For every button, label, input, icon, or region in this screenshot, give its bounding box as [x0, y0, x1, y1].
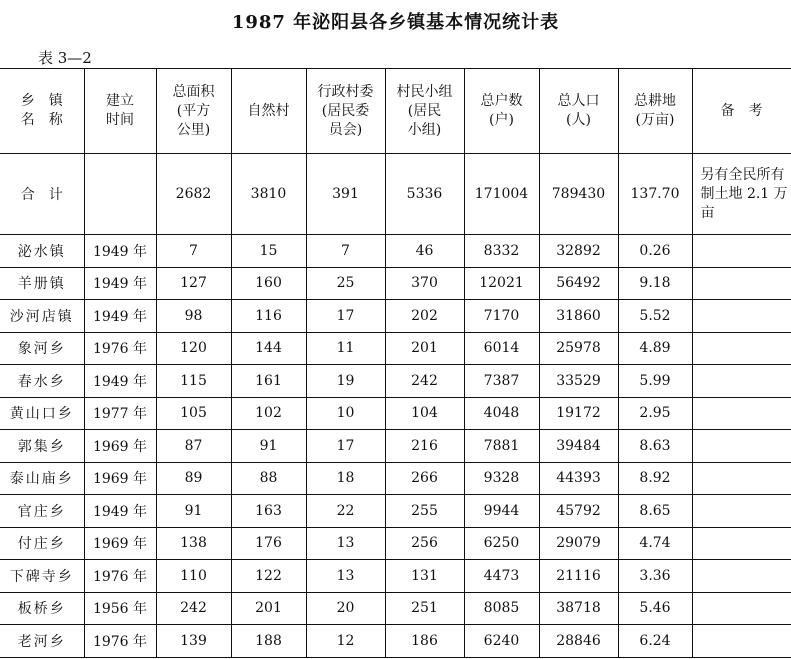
cell-population: 44393 — [539, 462, 618, 495]
cell-villages: 91 — [231, 430, 306, 463]
header-row — [0, 69, 791, 154]
cell-area: 89 — [156, 462, 231, 495]
cell-name: 泌水镇 — [0, 235, 84, 268]
table-row — [0, 365, 791, 398]
cell-households: 4048 — [464, 397, 539, 430]
cell-name: 沙河店镇 — [0, 300, 84, 333]
table-row — [0, 235, 791, 268]
cell-year: 1956 年 — [84, 592, 156, 625]
cell-groups: 131 — [385, 560, 464, 593]
cell-groups: 256 — [385, 527, 464, 560]
cell-remark — [692, 267, 791, 300]
total-farmland: 137.70 — [618, 154, 692, 235]
cell-name: 象河乡 — [0, 332, 84, 365]
cell-admin: 22 — [306, 495, 385, 528]
column-header: 总面积 (平方 公里) — [156, 69, 231, 154]
cell-farmland: 2.95 — [618, 397, 692, 430]
cell-year: 1977 年 — [84, 397, 156, 430]
cell-population: 28846 — [539, 625, 618, 658]
table-row — [0, 527, 791, 560]
cell-remark — [692, 397, 791, 430]
cell-population: 31860 — [539, 300, 618, 333]
column-header: 总户数 (户) — [464, 69, 539, 154]
cell-villages: 122 — [231, 560, 306, 593]
cell-name: 黄山口乡 — [0, 397, 84, 430]
table-row — [0, 462, 791, 495]
cell-area: 7 — [156, 235, 231, 268]
cell-remark — [692, 495, 791, 528]
cell-name: 郭集乡 — [0, 430, 84, 463]
column-header: 总耕地 (万亩) — [618, 69, 692, 154]
cell-farmland: 8.92 — [618, 462, 692, 495]
total-population: 789430 — [539, 154, 618, 235]
cell-villages: 161 — [231, 365, 306, 398]
table-number: 表 3—2 — [38, 49, 92, 67]
cell-villages: 163 — [231, 495, 306, 528]
cell-year: 1949 年 — [84, 365, 156, 398]
cell-households: 9944 — [464, 495, 539, 528]
cell-farmland: 9.18 — [618, 267, 692, 300]
cell-year: 1949 年 — [84, 267, 156, 300]
statistics-table — [0, 68, 791, 658]
total-year — [84, 154, 156, 235]
cell-year: 1969 年 — [84, 527, 156, 560]
cell-villages: 102 — [231, 397, 306, 430]
cell-households: 12021 — [464, 267, 539, 300]
cell-groups: 251 — [385, 592, 464, 625]
total-villages: 3810 — [231, 154, 306, 235]
cell-villages: 15 — [231, 235, 306, 268]
cell-population: 39484 — [539, 430, 618, 463]
cell-groups: 104 — [385, 397, 464, 430]
cell-area: 87 — [156, 430, 231, 463]
cell-groups: 202 — [385, 300, 464, 333]
cell-admin: 20 — [306, 592, 385, 625]
cell-farmland: 5.99 — [618, 365, 692, 398]
cell-remark — [692, 332, 791, 365]
cell-admin: 7 — [306, 235, 385, 268]
table-title: 1987 年泌阳县各乡镇基本情况统计表 — [231, 12, 560, 33]
cell-farmland: 4.74 — [618, 527, 692, 560]
cell-admin: 13 — [306, 560, 385, 593]
column-header: 备 考 — [692, 69, 791, 154]
cell-groups: 216 — [385, 430, 464, 463]
cell-admin: 10 — [306, 397, 385, 430]
cell-admin: 25 — [306, 267, 385, 300]
cell-villages: 201 — [231, 592, 306, 625]
cell-population: 29079 — [539, 527, 618, 560]
cell-area: 115 — [156, 365, 231, 398]
column-header: 村民小组 (居民 小组) — [385, 69, 464, 154]
total-remark: 另有全民所有制土地 2.1 万亩 — [692, 154, 791, 235]
cell-farmland: 5.52 — [618, 300, 692, 333]
column-header: 建立 时间 — [84, 69, 156, 154]
cell-remark — [692, 462, 791, 495]
cell-population: 32892 — [539, 235, 618, 268]
cell-admin: 17 — [306, 300, 385, 333]
cell-area: 98 — [156, 300, 231, 333]
cell-name: 下碑寺乡 — [0, 560, 84, 593]
cell-name: 老河乡 — [0, 625, 84, 658]
cell-households: 6240 — [464, 625, 539, 658]
table-row — [0, 495, 791, 528]
cell-farmland: 4.89 — [618, 332, 692, 365]
cell-population: 33529 — [539, 365, 618, 398]
cell-farmland: 5.46 — [618, 592, 692, 625]
table-row — [0, 267, 791, 300]
cell-households: 9328 — [464, 462, 539, 495]
total-row — [0, 154, 791, 235]
cell-farmland: 3.36 — [618, 560, 692, 593]
cell-villages: 160 — [231, 267, 306, 300]
cell-area: 139 — [156, 625, 231, 658]
cell-year: 1969 年 — [84, 430, 156, 463]
cell-year: 1949 年 — [84, 495, 156, 528]
cell-remark — [692, 560, 791, 593]
cell-remark — [692, 365, 791, 398]
cell-population: 25978 — [539, 332, 618, 365]
cell-population: 21116 — [539, 560, 618, 593]
cell-year: 1969 年 — [84, 462, 156, 495]
cell-area: 105 — [156, 397, 231, 430]
total-admin: 391 — [306, 154, 385, 235]
cell-households: 7170 — [464, 300, 539, 333]
cell-households: 7881 — [464, 430, 539, 463]
table-row — [0, 430, 791, 463]
cell-remark — [692, 592, 791, 625]
cell-year: 1976 年 — [84, 332, 156, 365]
cell-area: 110 — [156, 560, 231, 593]
cell-name: 付庄乡 — [0, 527, 84, 560]
cell-area: 242 — [156, 592, 231, 625]
cell-remark — [692, 430, 791, 463]
cell-year: 1949 年 — [84, 235, 156, 268]
cell-area: 138 — [156, 527, 231, 560]
total-households: 171004 — [464, 154, 539, 235]
table-row — [0, 560, 791, 593]
cell-groups: 242 — [385, 365, 464, 398]
cell-villages: 116 — [231, 300, 306, 333]
cell-households: 8332 — [464, 235, 539, 268]
cell-area: 127 — [156, 267, 231, 300]
cell-farmland: 0.26 — [618, 235, 692, 268]
column-header: 自然村 — [231, 69, 306, 154]
cell-name: 春水乡 — [0, 365, 84, 398]
cell-area: 91 — [156, 495, 231, 528]
cell-population: 45792 — [539, 495, 618, 528]
statistics-table-container — [0, 68, 791, 658]
cell-admin: 17 — [306, 430, 385, 463]
cell-admin: 18 — [306, 462, 385, 495]
table-row — [0, 625, 791, 658]
cell-year: 1976 年 — [84, 625, 156, 658]
cell-population: 38718 — [539, 592, 618, 625]
cell-farmland: 8.63 — [618, 430, 692, 463]
total-area: 2682 — [156, 154, 231, 235]
cell-remark — [692, 300, 791, 333]
cell-admin: 13 — [306, 527, 385, 560]
cell-groups: 46 — [385, 235, 464, 268]
column-header: 行政村委 (居民委 员会) — [306, 69, 385, 154]
cell-groups: 255 — [385, 495, 464, 528]
cell-remark — [692, 235, 791, 268]
column-header: 总人口 (人) — [539, 69, 618, 154]
cell-population: 56492 — [539, 267, 618, 300]
cell-remark — [692, 527, 791, 560]
cell-households: 6014 — [464, 332, 539, 365]
table-row — [0, 300, 791, 333]
cell-remark — [692, 625, 791, 658]
cell-households: 8085 — [464, 592, 539, 625]
cell-households: 4473 — [464, 560, 539, 593]
cell-households: 7387 — [464, 365, 539, 398]
cell-name: 泰山庙乡 — [0, 462, 84, 495]
table-row — [0, 332, 791, 365]
cell-farmland: 6.24 — [618, 625, 692, 658]
cell-villages: 176 — [231, 527, 306, 560]
cell-groups: 370 — [385, 267, 464, 300]
total-groups: 5336 — [385, 154, 464, 235]
cell-villages: 188 — [231, 625, 306, 658]
cell-admin: 11 — [306, 332, 385, 365]
cell-households: 6250 — [464, 527, 539, 560]
cell-name: 板桥乡 — [0, 592, 84, 625]
cell-admin: 19 — [306, 365, 385, 398]
table-row — [0, 592, 791, 625]
cell-name: 官庄乡 — [0, 495, 84, 528]
cell-groups: 266 — [385, 462, 464, 495]
cell-year: 1949 年 — [84, 300, 156, 333]
total-label: 合 计 — [0, 154, 84, 235]
column-header: 乡 镇 名 称 — [0, 69, 84, 154]
cell-admin: 12 — [306, 625, 385, 658]
cell-year: 1976 年 — [84, 560, 156, 593]
cell-villages: 88 — [231, 462, 306, 495]
cell-groups: 186 — [385, 625, 464, 658]
table-row — [0, 397, 791, 430]
cell-farmland: 8.65 — [618, 495, 692, 528]
cell-name: 羊册镇 — [0, 267, 84, 300]
cell-groups: 201 — [385, 332, 464, 365]
cell-villages: 144 — [231, 332, 306, 365]
cell-area: 120 — [156, 332, 231, 365]
cell-population: 19172 — [539, 397, 618, 430]
